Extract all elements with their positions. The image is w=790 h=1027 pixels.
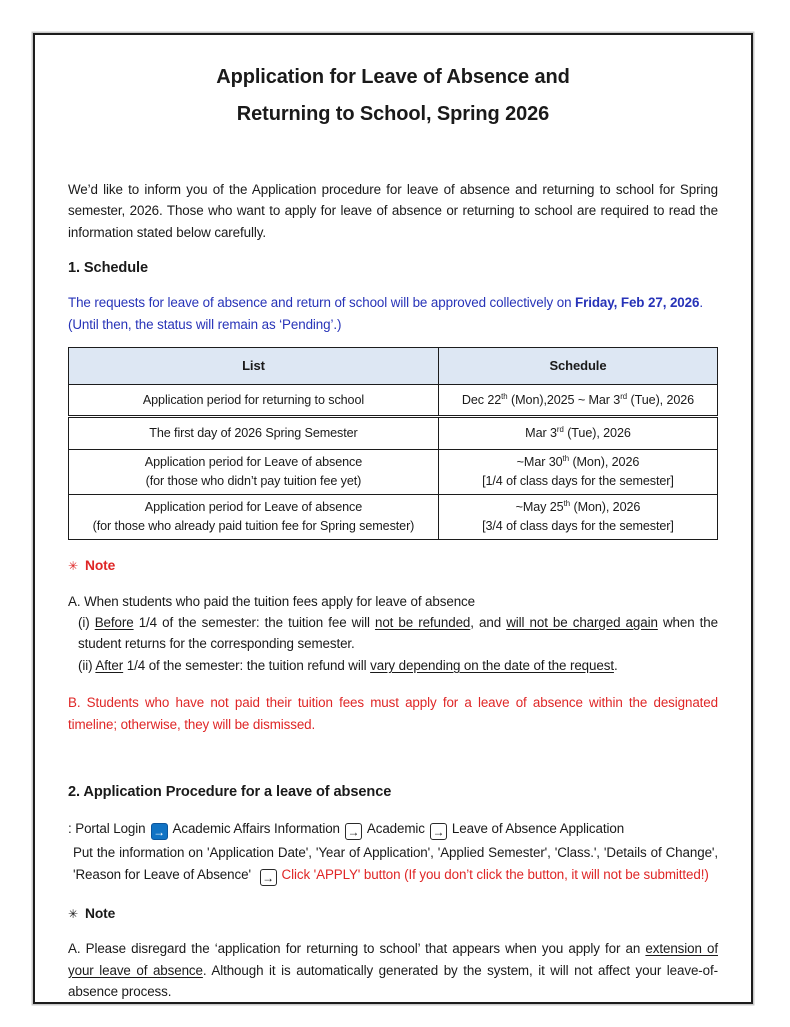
table-row (69, 495, 718, 540)
table-row (69, 417, 718, 450)
put-info-text: Put the information on 'Application Date', 'Year of Application', 'Applied Semester', 'Class.', 'Details of Change', 'Reason for Leave of Absence' (73, 845, 718, 882)
cell-text: (for those who didn’t pay tuition fee yet) (145, 474, 362, 489)
note1-item-b: B. Students who have not paid their tuition fees must apply for a leave of absence within the designated timeline; otherwise, they will be dismissed. (68, 695, 718, 732)
table-row (69, 450, 718, 495)
cell-list (69, 450, 439, 495)
asterisk-icon: ✳ (68, 558, 78, 573)
apply-warning-text: Click 'APPLY' button (If you don’t click the button, it will not be submitted!) (281, 866, 709, 882)
cell-text: ~Mar 30th (Mon), 2026 (516, 454, 640, 470)
cell-text: Application period for returning to school (142, 392, 365, 407)
path-step-leave-application: Leave of Absence Application (451, 821, 625, 837)
cell-list (69, 384, 439, 417)
arrow-glyph: → (347, 825, 360, 840)
approval-notice-line2: (Until then, the status will remain as ‘Pending’.) (68, 316, 342, 332)
column-header-list: List (69, 348, 439, 385)
note2-item-a: A. Please disregard the ‘application for returning to school’ that appears when you apply for an extension of your leave of absence. Although it is automatically generated by the system, it will not affect your leave-of-absence process. (68, 941, 718, 1000)
cell-text: The first day of 2026 Spring Semester (149, 426, 358, 441)
cell-text: [3/4 of class days for the semester] (482, 519, 674, 534)
note1-item-a-ii: (ii) After 1/4 of the semester: the tuition refund will vary depending on the date of the request. (78, 657, 618, 673)
cell-text: Application period for Leave of absence (144, 455, 363, 470)
column-header-schedule: Schedule (438, 348, 717, 385)
procedure-section-heading: 2. Application Procedure for a leave of absence (68, 784, 392, 801)
cell-schedule (438, 495, 717, 540)
document-page (33, 33, 753, 1004)
arrow-glyph: → (153, 825, 165, 840)
cell-text: [1/4 of class days for the semester] (482, 474, 674, 489)
arrow-step-icon (430, 823, 447, 840)
arrow-step-icon (345, 823, 362, 840)
cell-list (69, 417, 439, 450)
procedure-instructions (68, 842, 718, 885)
note-heading-1 (68, 556, 718, 577)
arrow-step-icon (260, 869, 277, 886)
note-heading-2 (68, 904, 718, 925)
schedule-section-heading: 1. Schedule (68, 260, 149, 277)
cell-schedule (438, 384, 717, 417)
note-label: Note (84, 905, 116, 921)
approval-notice-line1: The requests for leave of absence and return of school will be approved collectively on Friday, Feb 27, 2026. (68, 295, 703, 311)
path-step-academic-affairs: Academic Affairs Information (172, 821, 340, 837)
note-label: Note (84, 557, 116, 573)
cell-text: Dec 22th (Mon),2025 ~ Mar 3rd (Tue), 2026 (461, 391, 695, 407)
cell-text: (for those who already paid tuition fee for Spring semester) (92, 519, 415, 534)
schedule-table (68, 347, 718, 540)
path-step-academic: Academic (366, 821, 425, 837)
path-prefix: : Portal Login (68, 821, 146, 837)
page-title (68, 59, 718, 133)
cell-text: ~May 25th (Mon), 2026 (515, 498, 641, 515)
asterisk-icon: ✳ (68, 906, 78, 921)
arrow-glyph: → (262, 870, 274, 885)
arrow-glyph: → (432, 825, 445, 840)
approval-notice (68, 292, 718, 335)
cell-schedule (438, 417, 717, 450)
cell-text: Mar 3rd (Tue), 2026 (525, 425, 631, 441)
document-content (35, 35, 751, 1003)
intro-paragraph: We’d like to inform you of the Application procedure for leave of absence and returning to school for Spring semester, 2026. Those who want to apply for leave of absence or returning to school are required to read the information stated below carefully. (68, 182, 718, 240)
note1-sub-items (68, 612, 718, 676)
arrow-step-icon-blue (151, 823, 168, 840)
table-row (69, 384, 718, 417)
schedule-table-header-row (69, 348, 718, 385)
note1-item-a-i: (i) Before 1/4 of the semester: the tuition fee will not be refunded, and will not be charged again when the student returns for the corresponding semester. (78, 615, 718, 652)
procedure-path (68, 818, 718, 840)
cell-list (69, 495, 439, 540)
note1-item-a: A. When students who paid the tuition fees apply for leave of absence (68, 593, 475, 609)
title-line-2: Returning to School, Spring 2026 (236, 103, 550, 125)
title-line-1: Application for Leave of Absence and (216, 66, 570, 88)
cell-schedule (438, 450, 717, 495)
cell-text: Application period for Leave of absence (144, 500, 363, 515)
